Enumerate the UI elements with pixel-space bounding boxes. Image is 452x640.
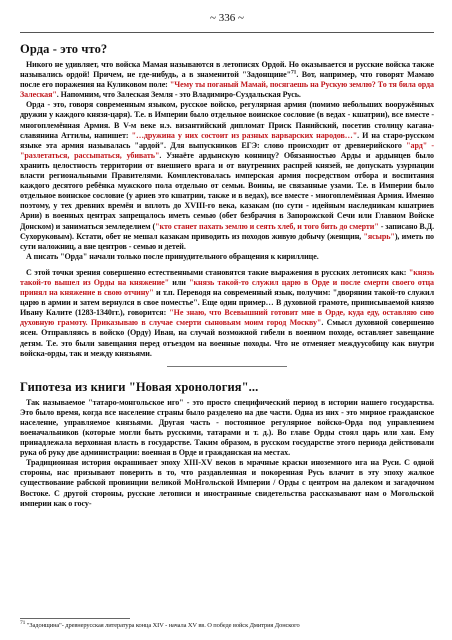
quote-highlight: "Чему ты поганый Мамай, посягаешь на Рускую землю? То тя била орда Залеская" [20, 80, 434, 100]
text-run: Орда - это, говоря современным языком, русское войско, регулярная армия (помимо небольших вооружённых дружин у каждого князя-царя). Т.е. в Империи было отдельное воинское сословие (в ведах - кшатрии), все вместе - многоплемённая Армия. В V-м веке н.э. византийский дипломат Приск Панийский, посетив столицу кагана-славянина Аттилы, напишет: [20, 100, 434, 140]
text-run: или [169, 277, 190, 287]
text-run: . Напомним, что Залеская Земля - это Владимиро-Суздальская Русь. [56, 90, 301, 100]
footnote [20, 619, 434, 630]
paragraph [20, 268, 434, 359]
paragraph: Традиционная история окрашивает эпоху XIII-XV веков в мрачные краски иноземного ига на Руси. С одной стороны, нас призывают поверить в то, что раздавленная и покоренная Русь влачит в эту эпоху жалкое существование рабской провинции великой МоНгольской Империи / Орды с центром на далеком и загадочном Востоке. С другой стороны, русские летописи и иностранные свидетельства рассказывают нам о Могольской империи как о госу- [20, 458, 434, 508]
text-run: и т.п. Переводя на современный язык, получим: "дворянин такой-то служил царю в армии и затем вернулся в свое поместье". Еще один пример… В духовной грамоте, приписываемой князю Ивану Калите (1283-1340гг.), говорится: [20, 288, 435, 318]
quote-highlight: "ясырь" [363, 231, 395, 241]
text-run: . Смысл духовной совершенно ясен. Отправляясь в войско (Орду) Иван, на случай возможной гибели в военном походе, оставляет завещание детям. Т.е. это были завещания перед отъездом на военные походы. Что не отменяет междуусобицу как внутри войска-орды, так и между князьями. [20, 318, 434, 358]
page-number: ~ 336 ~ [210, 12, 244, 24]
footnote-mark: 71 [20, 619, 26, 626]
quote-highlight: "Не знаю, что Всевышний готовит мне в Орде, куда еду, оставляю сию духовную грамоту. Приказываю в случае смерти сыновьям моим город Москву" [20, 308, 434, 328]
text-run: . Вот, например, что говорят Мамаю после его поражения на Куликовом поле: [20, 70, 434, 90]
quote-highlight: "кто станет пахать землю и сеять хлеб, и того бить до смерти" [155, 221, 379, 231]
quote-highlight: "князь такой-то вышел из Орды на княжение" [20, 267, 434, 287]
paragraph [20, 100, 434, 251]
quote-highlight: "…дружина у них состоит из разных варварских народов…" [131, 130, 358, 140]
section-title-orda: Орда - это что? [20, 42, 108, 56]
header-rule [20, 32, 434, 33]
section-title-hypothesis: Гипотеза из книги "Новая хронология"... [20, 379, 259, 394]
text-run: . Узнаёте ардынскую конницу? Обязанностью Арды и ардынцев было хранить целостность территории от внешнего врага и от внутренних распрей князей, не допускать узурпации власти региональными Правителями. Комплектовалась имперская армия посредством отбора и воспитания каждого десятого ребёнка мужского пола отдельно от семьи. Воины, не связанные узами. Т.е. в Империи было отдельное воинское сословие (у ариев это кшатрии, также и в ведах), все вместе - многоплемённая Армия. Именно поэтому, у тех древних времён и вплоть до XVIII-го века, казакам (по сути - идейным наследникам кшатриев Арии) в военных центрах запрещалось иметь семью (обет безбрачия в Запорожской Сечи или Главном Войске Донском) и заниматься земледелием ( [20, 150, 434, 231]
text-run: С этой точки зрения совершенно естественными становятся такие выражения в русских летописях как: [26, 267, 409, 277]
footnote-ref[interactable]: 71 [290, 69, 297, 76]
text-run: ), иметь по сути наложниц, а вне центров - семью и детей. [20, 231, 434, 251]
text-run: Никого не удивляет, что войска Мамая называются в летописях Ордой. Но оказывается и русские войска также назывались ордой! Причем, не где-нибудь, а в знаменитой "Задонщине" [20, 60, 434, 80]
quote-highlight: "ард" - "разлетаться, рассыпаться, убивать" [20, 140, 434, 160]
paragraph: Так называемое "татаро-монгольское иго" - это просто специфический период в истории нашего государства. Это было время, когда все население страны было разделено на две части. Одна из них - это мирное гражданское население, управляемое князьями. Другая часть - постоянное регулярное войско-Орда под управлением военачальников (которые могли быть русскими, татарами и т. д.). Во главе Орды стоял царь или хан. Ему принадлежала верховная власть в государстве. Таким образом, в русском государстве этого периода действовали рука об руку две администрации: военная в Орде и гражданская на местах. [20, 397, 434, 458]
text-run: - записано В.Д. Сухоруковым). Кстати, обет не мешал казакам приводить из походов живую добычу (женщин, [20, 221, 435, 241]
text-run: . И на старо-русском языке эта армия называлась "ардой". Для выпускников ЕГЭ: слово происходит от древнерийского [20, 130, 434, 150]
paragraph [20, 60, 434, 100]
paragraph: А писать "Орда" начали только после принудительного обращения к кириллице. [26, 251, 319, 261]
quote-highlight: "князь такой-то служил царю в Орде и после смерти своего отца принял на княжение в свою отчину" [20, 277, 434, 298]
footnote-rule [20, 618, 130, 619]
footnote-text: "Задонщина"- древнерусская литература конца XIV - начала XV вв. О победе войск Дмитрия Донского [26, 622, 300, 629]
section-divider [167, 366, 287, 367]
